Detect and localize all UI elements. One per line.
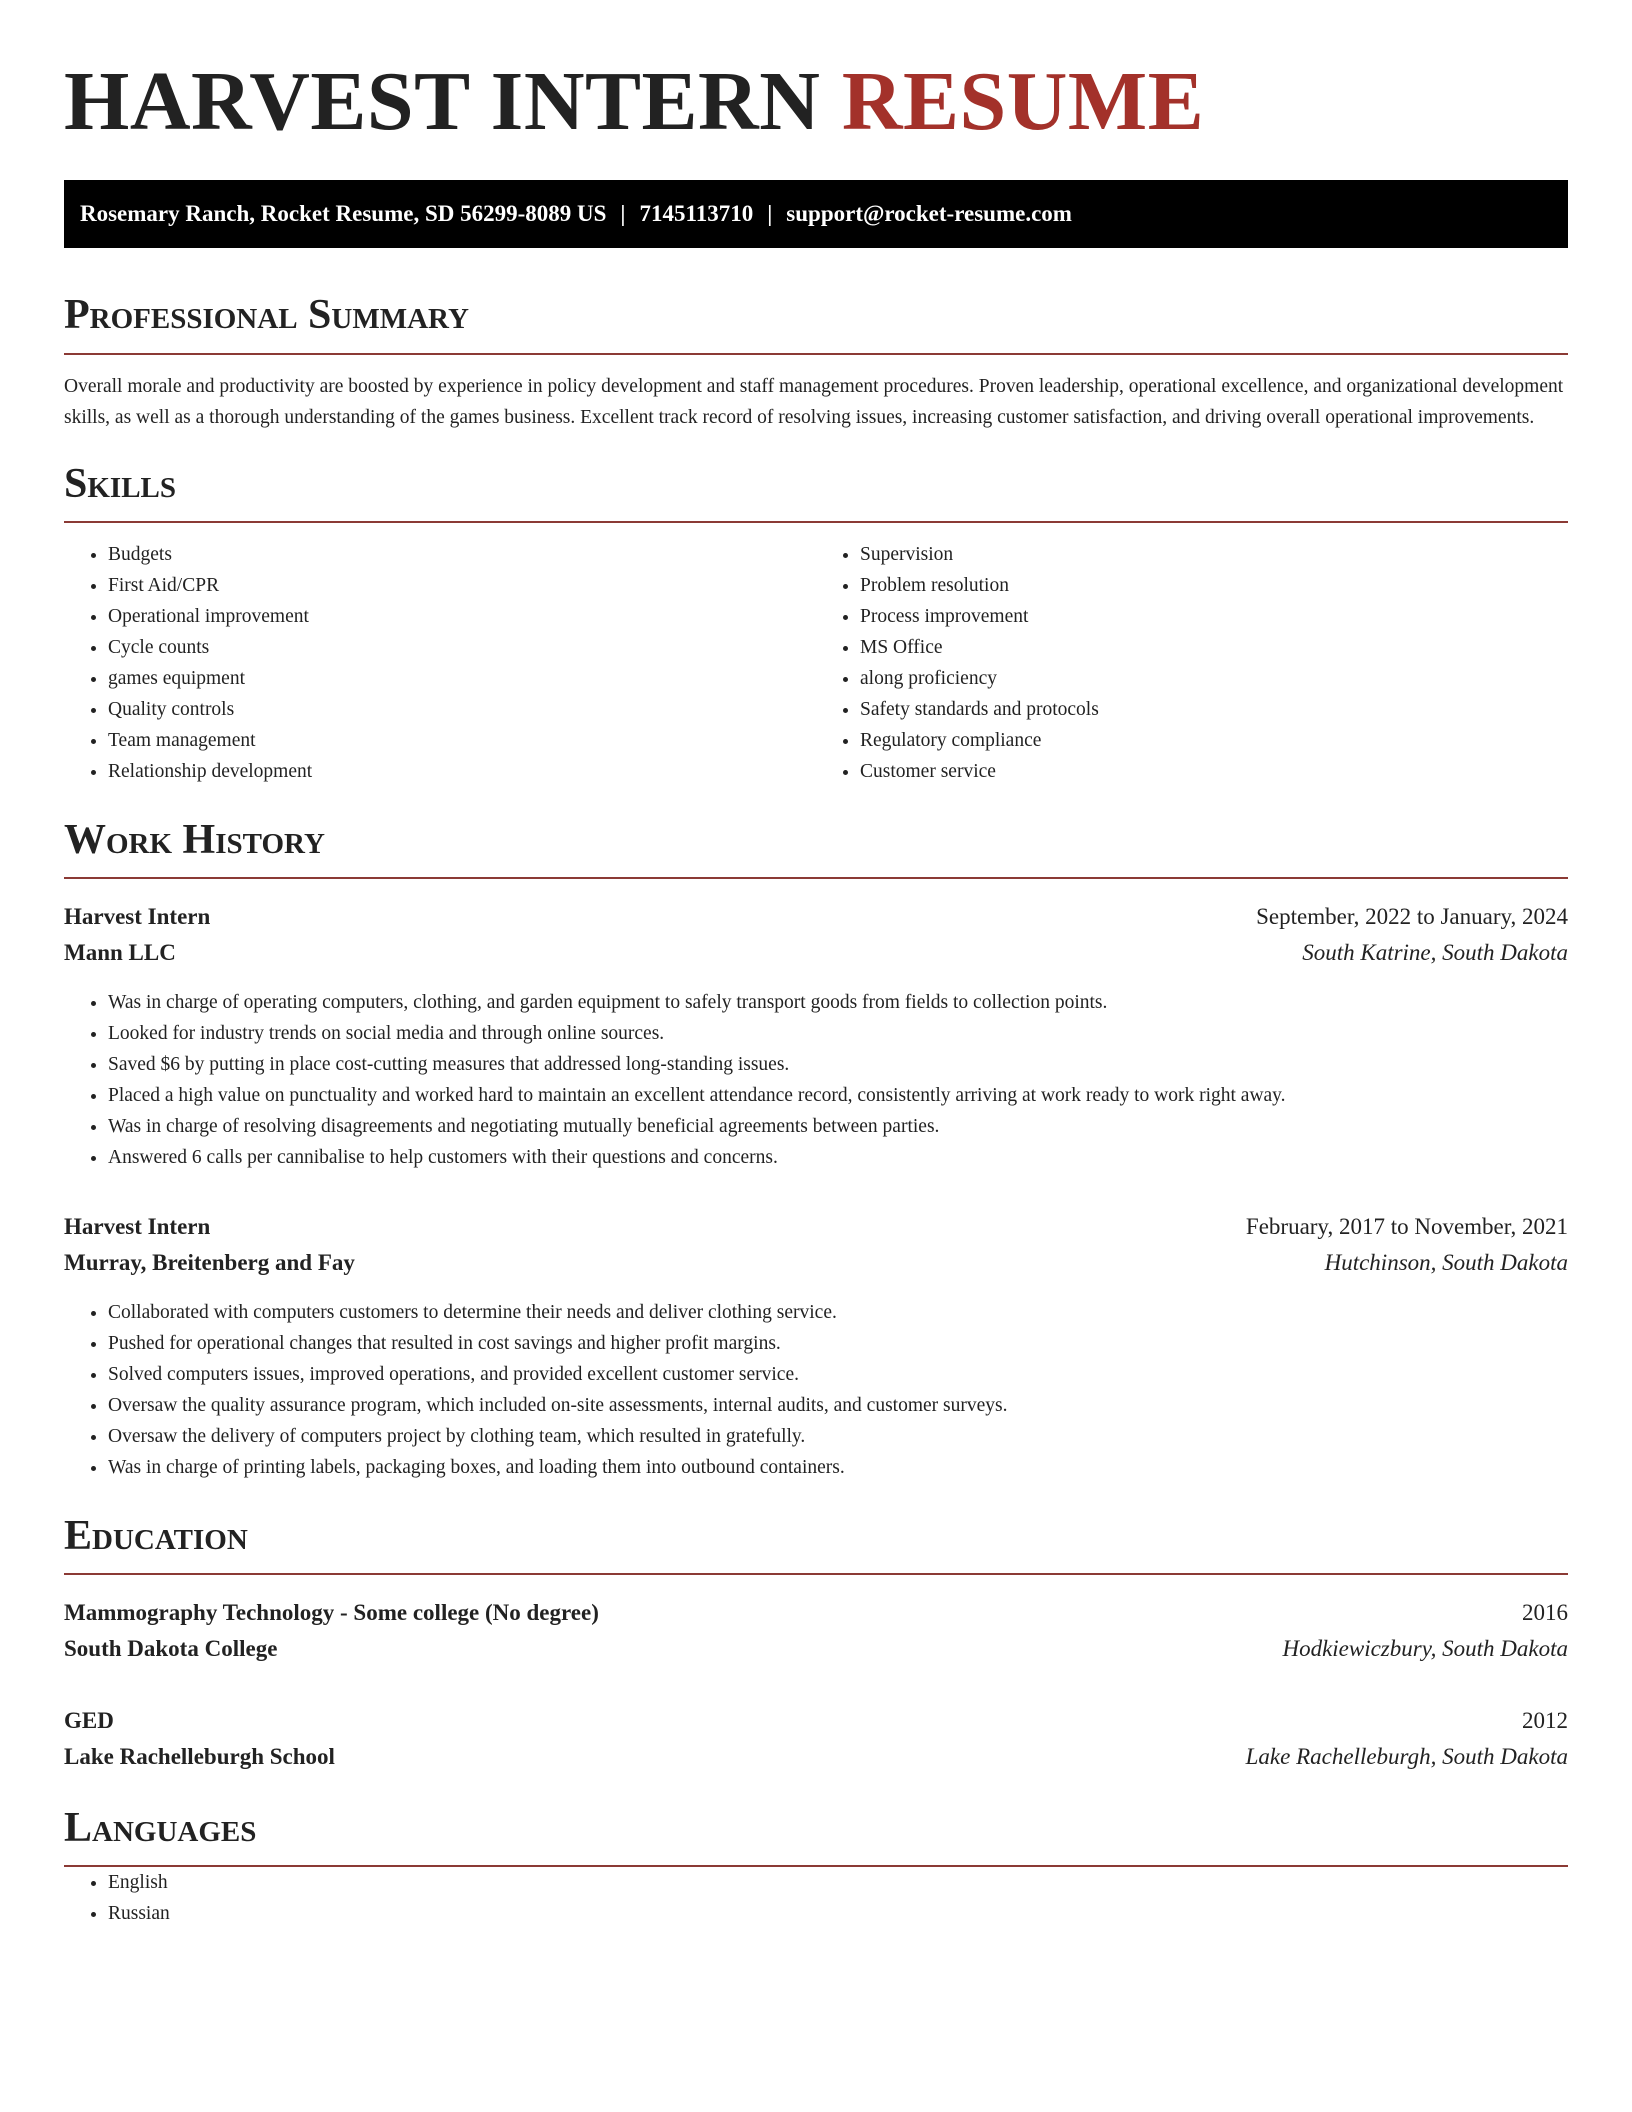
contact-separator: | <box>620 201 626 227</box>
job-bullet: • Was in charge of printing labels, packaging boxes, and loading them into outbound containers. <box>108 1452 1568 1483</box>
title-main: HARVEST INTERN <box>64 55 821 148</box>
job-bullet: • Placed a high value on punctuality and worked hard to maintain an excellent attendance record, consistently arriving at work ready to work right away. <box>108 1080 1568 1111</box>
job-title: Harvest Intern <box>64 903 211 929</box>
skill-item: • along proficiency <box>860 663 1568 694</box>
skills-grid <box>64 539 1568 787</box>
job-bullet: • Looked for industry trends on social media and through online sources. <box>108 1018 1568 1049</box>
skill-item: • Cycle counts <box>108 632 816 663</box>
job-bullet: • Answered 6 calls per cannibalise to help customers with their questions and concerns. <box>108 1142 1568 1173</box>
job-bullet: • Oversaw the quality assurance program, which included on-site assessments, internal audits, and customer surveys. <box>108 1390 1568 1421</box>
education-location: Hodkiewiczbury, South Dakota <box>1282 1636 1568 1662</box>
education-year: 2012 <box>1522 1708 1568 1734</box>
contact-separator: | <box>767 201 773 227</box>
education-school: South Dakota College <box>64 1636 278 1662</box>
language-item: • English <box>108 1867 1568 1898</box>
skill-item: • Quality controls <box>108 694 816 725</box>
job-title: Harvest Intern <box>64 1213 211 1239</box>
job-header-row <box>64 899 1568 935</box>
education-entry <box>64 1703 1568 1775</box>
job-bullet: • Saved $6 by putting in place cost-cutting measures that addressed long-standing issues. <box>108 1049 1568 1080</box>
skill-item: • Team management <box>108 725 816 756</box>
job-entry <box>64 1209 1568 1483</box>
resume-title <box>64 56 1568 148</box>
job-company: Mann LLC <box>64 939 176 965</box>
education-degree: Mammography Technology - Some college (No degree) <box>64 1600 599 1626</box>
summary-text: Overall morale and productivity are boosted by experience in policy development and staff management procedures. Proven leadership, operational excellence, and organizational development skills, as well as a thorough understanding of the games business. Excellent track record of resolving issues, increasing customer satisfaction, and driving overall operational improvements. <box>64 375 1564 428</box>
job-bullet: • Solved computers issues, improved operations, and provided excellent customer service. <box>108 1359 1568 1390</box>
job-bullet: • Oversaw the delivery of computers project by clothing team, which resulted in gratefully. <box>108 1421 1568 1452</box>
skill-item: • Safety standards and protocols <box>860 694 1568 725</box>
job-company: Murray, Breitenberg and Fay <box>64 1249 355 1275</box>
education-location: Lake Rachelleburgh, South Dakota <box>1245 1744 1568 1770</box>
job-bullet: • Pushed for operational changes that resulted in cost savings and higher profit margins. <box>108 1328 1568 1359</box>
skills-heading: Skills <box>64 461 1568 523</box>
job-dates: September, 2022 to January, 2024 <box>1256 903 1568 929</box>
work-heading: Work History <box>64 817 1568 879</box>
education-heading: Education <box>64 1513 1568 1575</box>
job-header-row <box>64 1209 1568 1245</box>
summary-heading: Professional Summary <box>64 292 1568 354</box>
skills-section <box>64 461 1568 787</box>
languages-section <box>64 1805 1568 1929</box>
skill-item: • Budgets <box>108 539 816 570</box>
skill-item: • Process improvement <box>860 601 1568 632</box>
skill-item: • Operational improvement <box>108 601 816 632</box>
education-school: Lake Rachelleburgh School <box>64 1744 335 1770</box>
skill-item: • Customer service <box>860 756 1568 787</box>
education-year: 2016 <box>1522 1600 1568 1626</box>
contact-phone: 7145113710 <box>639 201 754 227</box>
skill-item: • Supervision <box>860 539 1568 570</box>
job-entry <box>64 899 1568 1173</box>
languages-heading: Languages <box>64 1805 1568 1867</box>
skill-item: • MS Office <box>860 632 1568 663</box>
summary-section <box>64 292 1568 432</box>
education-degree-row <box>64 1595 1568 1631</box>
skill-item: • Relationship development <box>108 756 816 787</box>
contact-bar <box>64 180 1568 248</box>
job-bullet: • Was in charge of operating computers, clothing, and garden equipment to safely transport goods from fields to collection points. <box>108 987 1568 1018</box>
job-location: Hutchinson, South Dakota <box>1324 1249 1568 1275</box>
education-school-row <box>64 1631 1568 1667</box>
skill-item: • Regulatory compliance <box>860 725 1568 756</box>
job-bullets <box>64 987 1568 1173</box>
job-bullet: • Collaborated with computers customers to determine their needs and deliver clothing service. <box>108 1297 1568 1328</box>
skill-item: • First Aid/CPR <box>108 570 816 601</box>
education-section <box>64 1513 1568 1775</box>
education-entry <box>64 1595 1568 1667</box>
job-dates: February, 2017 to November, 2021 <box>1245 1213 1568 1239</box>
title-accent: RESUME <box>841 55 1205 148</box>
work-section <box>64 817 1568 1483</box>
skills-list-left <box>64 539 816 787</box>
skills-list-right <box>816 539 1568 787</box>
job-bullets <box>64 1297 1568 1483</box>
languages-list <box>64 1867 1568 1929</box>
job-bullet: • Was in charge of resolving disagreements and negotiating mutually beneficial agreements between parties. <box>108 1111 1568 1142</box>
skill-item: • games equipment <box>108 663 816 694</box>
skill-item: • Problem resolution <box>860 570 1568 601</box>
job-company-row <box>64 935 1568 971</box>
contact-address: Rosemary Ranch, Rocket Resume, SD 56299-8089 US <box>80 201 607 227</box>
job-company-row <box>64 1245 1568 1281</box>
education-school-row <box>64 1739 1568 1775</box>
contact-email: support@rocket-resume.com <box>786 201 1072 227</box>
language-item: • Russian <box>108 1898 1568 1929</box>
education-degree: GED <box>64 1708 114 1734</box>
job-location: South Katrine, South Dakota <box>1302 939 1568 965</box>
education-degree-row <box>64 1703 1568 1739</box>
